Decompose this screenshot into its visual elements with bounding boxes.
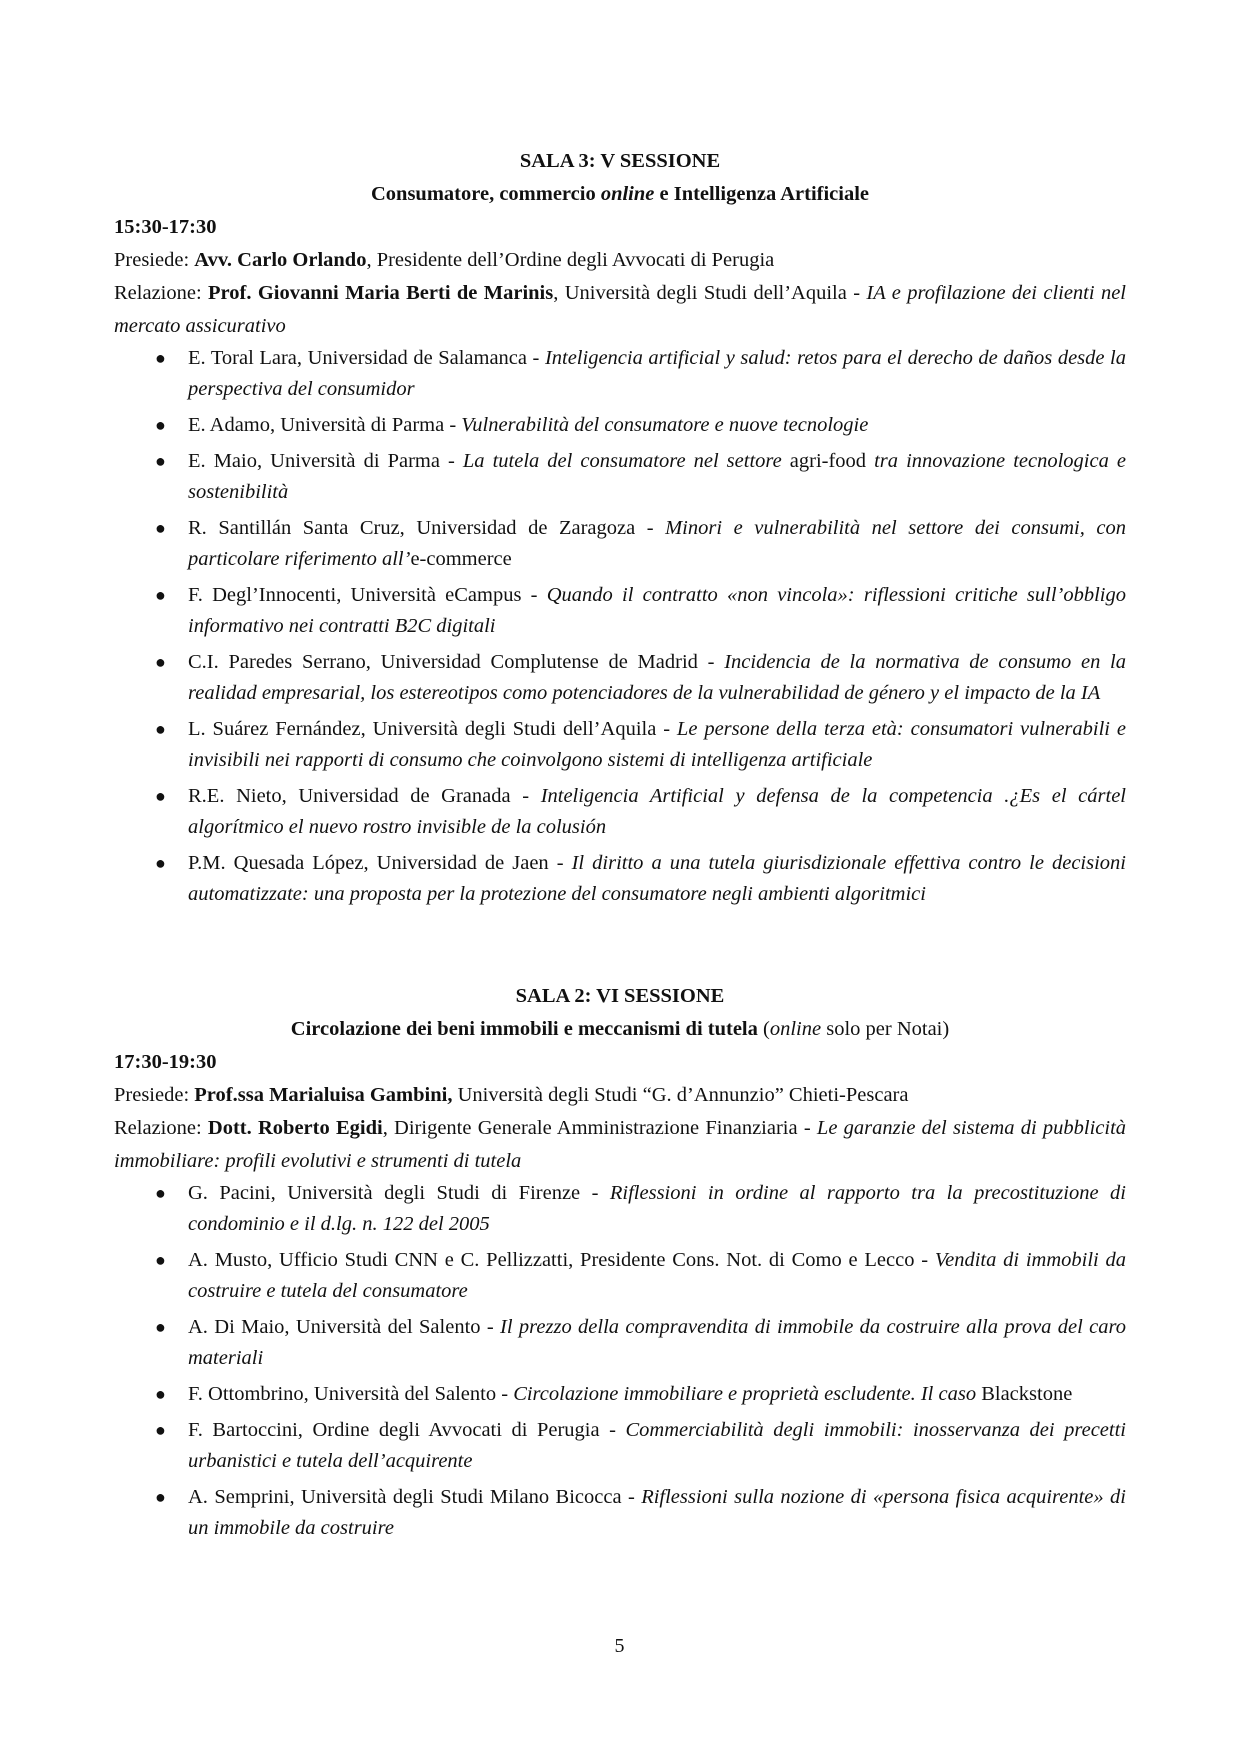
list-item: ● F. Degl’Innocenti, Università eCampus - Quando il contratto «non vincola»: riflessioni critiche sull’obbligo informativo nei contratti B2C digitali	[155, 584, 1126, 637]
session-theme-heading: Circolazione dei beni immobili e meccanismi di tutela (online solo per Notai)	[290, 1018, 950, 1040]
list-item: ● F. Bartoccini, Ordine degli Avvocati di Perugia - Commerciabilità degli immobili: inosservanza dei precetti urbanistici e tutela dell’acquirente	[155, 1419, 1126, 1472]
session-time: 15:30-17:30	[114, 216, 217, 238]
list-item: ● G. Pacini, Università degli Studi di Firenze - Riflessioni in ordine al rapporto tra la precostituzione di condominio e il d.lg. n. 122 del 2005	[155, 1182, 1126, 1235]
list-item: ● A. Di Maio, Università del Salento - Il prezzo della compravendita di immobile da costruire alla prova del caro materiali	[155, 1316, 1126, 1369]
session-report: Relazione: Dott. Roberto Egidi, Dirigente Generale Amministrazione Finanziaria - Le garanzie del sistema di pubblicità immobiliare: profili evolutivi e strumenti di tutela	[114, 1117, 1127, 1172]
session-room-heading: SALA 2: VI SESSIONE	[515, 985, 725, 1007]
list-item: ● E. Toral Lara, Universidad de Salamanca - Inteligencia artificial y salud: retos para el derecho de daños desde la perspectiva del consumidor	[155, 347, 1126, 400]
session-v	[114, 145, 1126, 915]
paper-list	[114, 343, 1126, 910]
list-item: ● E. Maio, Università di Parma - La tutela del consumatore nel settore agri-food tra innovazione tecnologica e sostenibilità	[155, 450, 1126, 503]
paper-list	[114, 1178, 1126, 1544]
session-vi	[114, 980, 1126, 1549]
session-chair: Presiede: Avv. Carlo Orlando, Presidente dell’Ordine degli Avvocati di Perugia	[114, 249, 775, 271]
session-chair: Presiede: Prof.ssa Marialuisa Gambini, Università degli Studi “G. d’Annunzio” Chieti-Pescara	[114, 1084, 909, 1106]
session-report: Relazione: Prof. Giovanni Maria Berti de Marinis, Università degli Studi dell’Aquila - IA e profilazione dei clienti nel mercato assicurativo	[114, 282, 1126, 337]
session-time: 17:30-19:30	[114, 1051, 217, 1073]
session-theme-heading: Consumatore, commercio online e Intelligenza Artificiale	[371, 183, 869, 205]
list-item: ● P.M. Quesada López, Universidad de Jaen - Il diritto a una tutela giurisdizionale effettiva contro le decisioni automatizzate: una proposta per la protezione del consumatore negli ambienti algoritmici	[155, 852, 1126, 905]
list-item: ● R. Santillán Santa Cruz, Universidad de Zaragoza - Minori e vulnerabilità nel settore dei consumi, con particolare riferimento all’e-commerce	[155, 517, 1126, 570]
page-number: 5	[614, 1635, 625, 1657]
list-item: ● A. Semprini, Università degli Studi Milano Bicocca - Riflessioni sulla nozione di «persona fisica acquirente» di un immobile da costruire	[155, 1486, 1126, 1539]
list-item: ● R.E. Nieto, Universidad de Granada - Inteligencia Artificial y defensa de la competencia .¿Es el cártel algorítmico el nuevo rostro invisible de la colusión	[155, 785, 1126, 838]
session-room-heading: SALA 3: V SESSIONE	[519, 150, 721, 172]
list-item: ● L. Suárez Fernández, Università degli Studi dell’Aquila - Le persone della terza età: consumatori vulnerabili e invisibili nei rapporti di consumo che coinvolgono sistemi di intelligenza artificiale	[155, 718, 1126, 771]
list-item: ● A. Musto, Ufficio Studi CNN e C. Pellizzatti, Presidente Cons. Not. di Como e Lecco - Vendita di immobili da costruire e tutela del consumatore	[155, 1249, 1127, 1302]
list-item: ● C.I. Paredes Serrano, Universidad Complutense de Madrid - Incidencia de la normativa de consumo en la realidad empresarial, los estereotipos como potenciadores de la vulnerabilidad de género y el impacto de la IA	[155, 651, 1127, 704]
list-item: ● E. Adamo, Università di Parma - Vulnerabilità del consumatore e nuove tecnologie	[155, 414, 869, 436]
list-item: ● F. Ottombrino, Università del Salento - Circolazione immobiliare e proprietà escludente. Il caso Blackstone	[155, 1383, 1073, 1405]
